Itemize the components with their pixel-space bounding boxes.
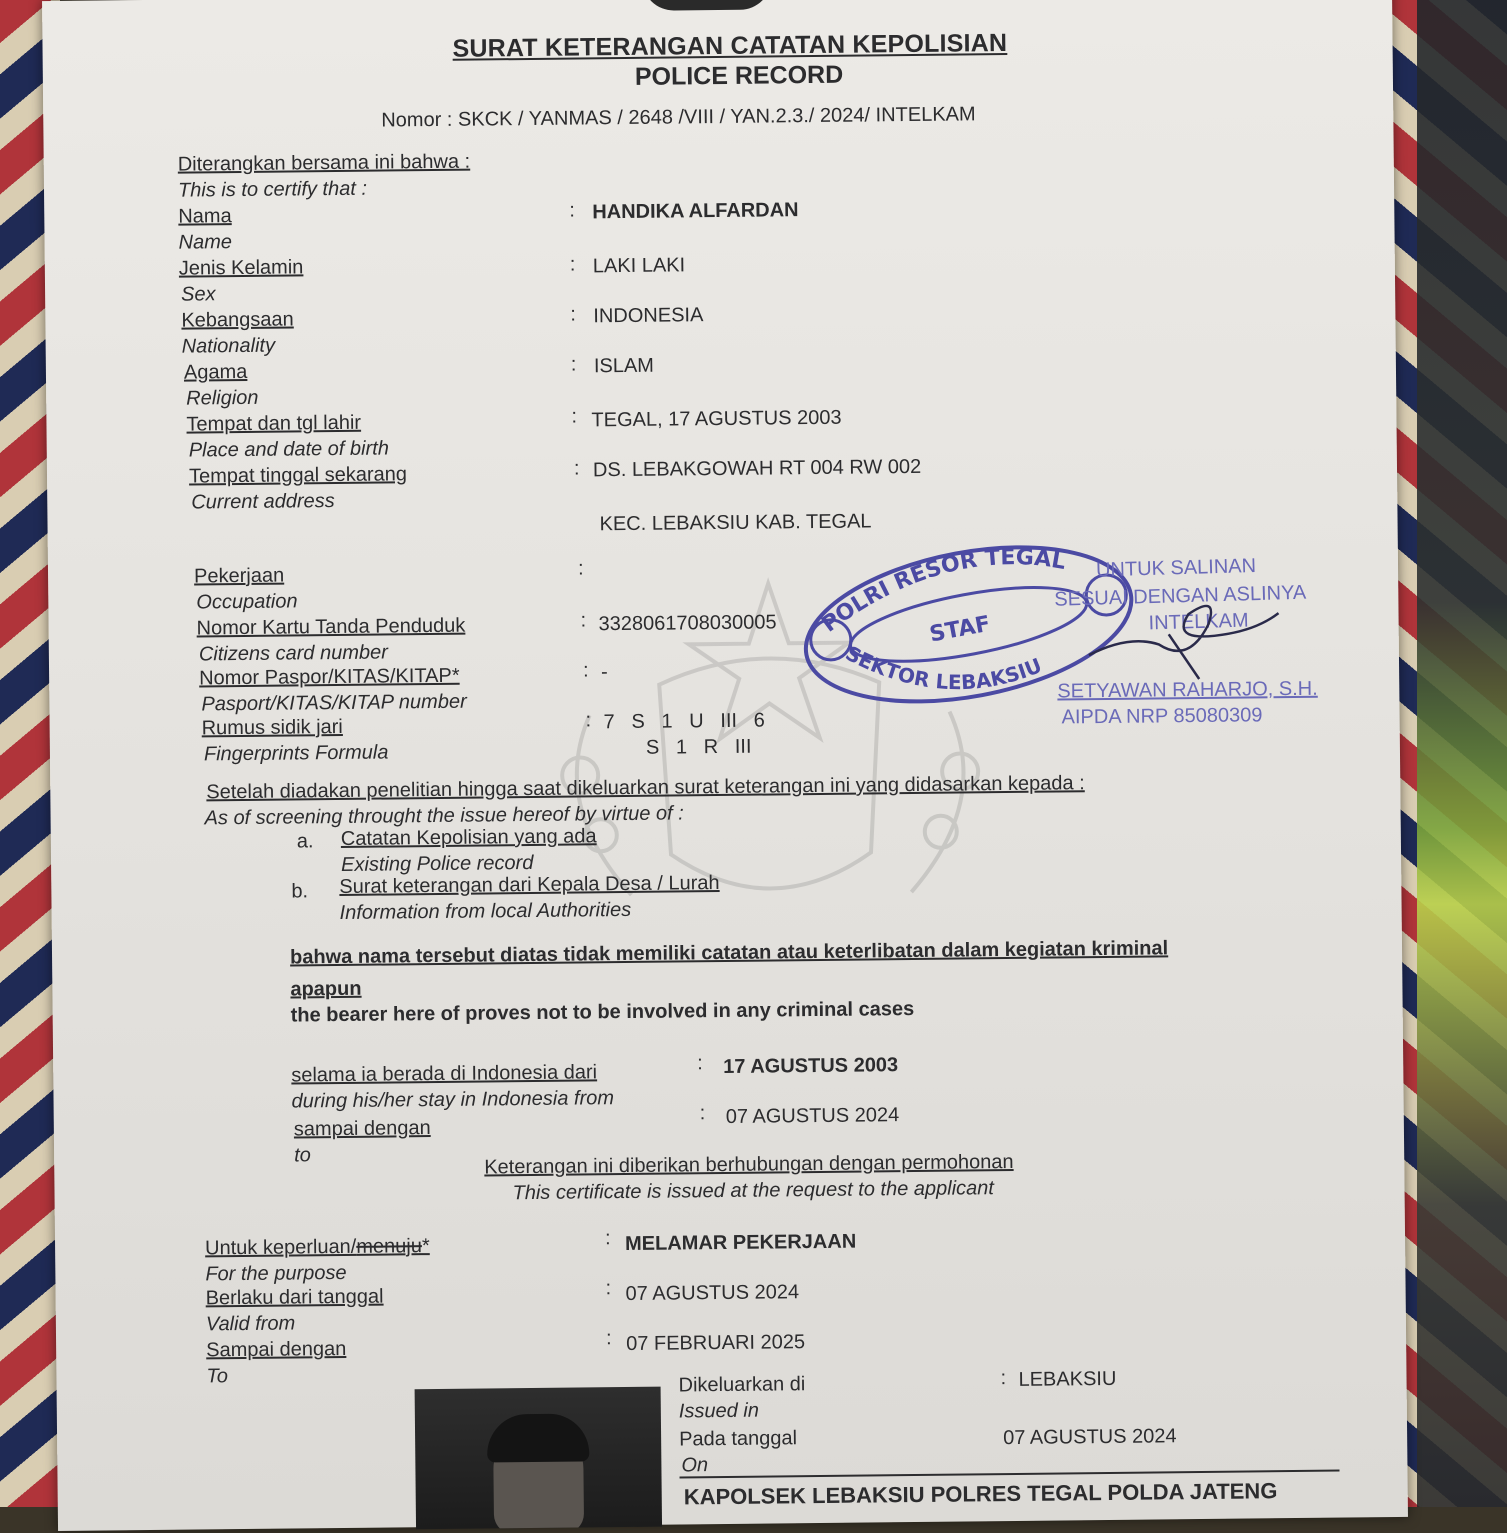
background-object	[1417, 0, 1507, 1507]
screening-item-label-en: Existing Police record	[340, 851, 534, 876]
field-label-fingerprint-en: Fingerprints Formula	[203, 741, 389, 766]
screening-item-label: Surat keterangan dari Kepala Desa / Lurah	[339, 872, 720, 899]
document-number: Nomor : SKCK / YANMAS / 2648 /VIII / YAN.2.3./ 2024/ INTELKAM	[381, 103, 976, 132]
colon: :	[577, 557, 584, 580]
intro-text-en: This is to certify that :	[177, 177, 368, 202]
field-label-sex: Jenis Kelamin	[178, 256, 304, 280]
valid-to-label: Sampai dengan	[206, 1337, 347, 1362]
legalization-officer: SETYAWAN RAHARJO, S.H.	[1057, 677, 1318, 703]
screening-item-marker: b.	[291, 880, 309, 903]
field-value-religion: ISLAM	[593, 354, 655, 378]
field-label-id-card: Nomor Kartu Tanda Penduduk	[196, 614, 466, 640]
field-label-nationality: Kebangsaan	[181, 308, 294, 332]
colon: :	[699, 1102, 706, 1125]
valid-from-label-en: Valid from	[205, 1312, 296, 1336]
field-value-nationality: INDONESIA	[593, 304, 704, 328]
colon: :	[697, 1052, 703, 1075]
colon: :	[570, 303, 577, 326]
stay-to-label: sampai dengan	[293, 1117, 431, 1141]
field-label-religion-en: Religion	[186, 386, 259, 410]
field-label-fingerprint: Rumus sidik jari	[201, 715, 343, 740]
issued-date-value: 07 AGUSTUS 2024	[1003, 1425, 1177, 1450]
field-label-id-card-en: Citizens card number	[198, 641, 388, 666]
statement-text: bahwa nama tersebut diatas tidak memiliki catatan atau keterlibatan dalam kegiatan kriminal	[289, 937, 1169, 969]
field-value-fingerprint-2: S 1 R III	[645, 735, 752, 759]
screening-text-en: As of screening throught the issue hereof by virtue of :	[204, 802, 684, 830]
stay-to-label-en: to	[294, 1144, 311, 1167]
field-label-religion: Agama	[183, 360, 248, 384]
stamp-middle-text: STAF	[927, 611, 993, 648]
purpose-label	[205, 1235, 430, 1260]
purpose-label-prefix: Untuk keperluan/	[204, 1235, 357, 1260]
field-label-birth: Tempat dan tgl lahir	[186, 411, 362, 436]
legalization-line-2: SESUAI DENGAN ASLINYA	[1054, 581, 1307, 611]
field-value-id-card: 3328061708030005	[598, 611, 777, 636]
applicant-photo	[415, 1387, 662, 1530]
field-label-address: Tempat tinggal sekarang	[188, 463, 408, 488]
field-label-name: Nama	[178, 205, 232, 228]
colon: :	[605, 1327, 612, 1350]
field-label-occupation: Pekerjaan	[193, 564, 285, 588]
field-value-name: HANDIKA ALFARDAN	[592, 199, 799, 224]
field-value-passport: -	[600, 661, 608, 684]
field-label-nationality-en: Nationality	[181, 334, 276, 358]
stay-from-value: 17 AGUSTUS 2003	[723, 1054, 899, 1078]
purpose-value: MELAMAR PEKERJAAN	[624, 1230, 857, 1256]
field-label-occupation-en: Occupation	[196, 590, 298, 614]
request-text-en: This certificate is issued at the request to the applicant	[512, 1177, 995, 1205]
stamp-bottom-text: SEKTOR LEBAKSIU	[841, 640, 1046, 695]
screening-item-label-en: Information from local Authorities	[339, 898, 632, 925]
intro-text: Diterangkan bersama ini bahwa :	[177, 150, 471, 176]
legalization-line-3: INTELKAM	[1148, 609, 1249, 635]
colon: :	[1000, 1367, 1007, 1390]
valid-to-value: 07 FEBRUARI 2025	[626, 1331, 806, 1356]
screening-text: Setelah diadakan penelitian hingga saat dikeluarkan surat keterangan ini yang didasarkan kepada :	[206, 772, 1085, 804]
colon: :	[582, 659, 589, 682]
field-label-passport: Nomor Paspor/KITAS/KITAP*	[199, 664, 460, 690]
colon: :	[569, 253, 576, 276]
colon: :	[580, 609, 587, 632]
document-title: SURAT KETERANGAN CATATAN KEPOLISIAN	[452, 28, 1008, 63]
issued-date-label-en: On	[681, 1454, 709, 1477]
statement-text-2: apapun	[290, 977, 362, 1001]
issuer-title: KAPOLSEK LEBAKSIU POLRES TEGAL POLDA JATENG	[683, 1478, 1278, 1510]
photo-hair	[487, 1413, 589, 1462]
field-label-name-en: Name	[178, 231, 233, 254]
stay-from-label: selama ia berada di Indonesia dari	[291, 1061, 598, 1087]
legalization-line-1: UNTUK SALINAN	[1095, 554, 1257, 582]
field-value-address: DS. LEBAKGOWAH RT 004 RW 002	[592, 455, 922, 482]
screening-item-marker: a.	[296, 830, 314, 853]
stay-from-label-en: during his/her stay in Indonesia from	[291, 1087, 615, 1113]
valid-to-label-en: To	[206, 1365, 229, 1388]
signature-icon	[1068, 573, 1289, 685]
field-label-birth-en: Place and date of birth	[188, 437, 389, 462]
divider	[680, 1470, 1340, 1479]
field-value-sex: LAKI LAKI	[592, 254, 686, 278]
police-emblem-icon	[642, 0, 772, 11]
field-value-address-2: KEC. LEBAKSIU KAB. TEGAL	[599, 510, 872, 536]
field-label-sex-en: Sex	[181, 283, 216, 306]
issued-date-label: Pada tanggal	[679, 1427, 798, 1451]
screening-item-label: Catatan Kepolisian yang ada	[340, 825, 597, 850]
request-text: Keterangan ini diberikan berhubungan dengan permohonan	[484, 1150, 1014, 1179]
colon: :	[605, 1277, 612, 1300]
colon: :	[569, 199, 575, 222]
legalization-rank: AIPDA NRP 85080309	[1061, 704, 1263, 729]
police-record-document	[42, 0, 1408, 1531]
field-value-fingerprint: 7 S 1 U III 6	[603, 709, 765, 734]
statement-text-en: the bearer here of proves not to be involved in any criminal cases	[290, 997, 915, 1027]
purpose-label-asterisk: *	[421, 1235, 430, 1258]
issued-in-value: LEBAKSIU	[1018, 1367, 1117, 1391]
colon: :	[570, 353, 577, 376]
document-title-en: POLICE RECORD	[634, 60, 844, 91]
issued-in-label: Dikeluarkan di	[678, 1373, 806, 1397]
purpose-label-struck: menuju	[356, 1235, 423, 1258]
valid-from-label: Berlaku dari tanggal	[205, 1285, 384, 1310]
colon: :	[571, 405, 578, 428]
stay-to-value: 07 AGUSTUS 2024	[725, 1104, 900, 1128]
purpose-label-en: For the purpose	[205, 1261, 347, 1286]
colon: :	[573, 457, 580, 480]
colon: :	[604, 1227, 611, 1250]
valid-from-value: 07 AGUSTUS 2024	[625, 1281, 800, 1306]
field-value-birth: TEGAL, 17 AGUSTUS 2003	[591, 406, 842, 432]
field-label-address-en: Current address	[191, 490, 335, 514]
field-label-passport-en: Pasport/KITAS/KITAP number	[201, 690, 467, 716]
colon: :	[585, 709, 592, 732]
issued-in-label-en: Issued in	[678, 1399, 760, 1423]
stamp-top-text: POLRI RESOR TEGAL	[817, 545, 1068, 638]
